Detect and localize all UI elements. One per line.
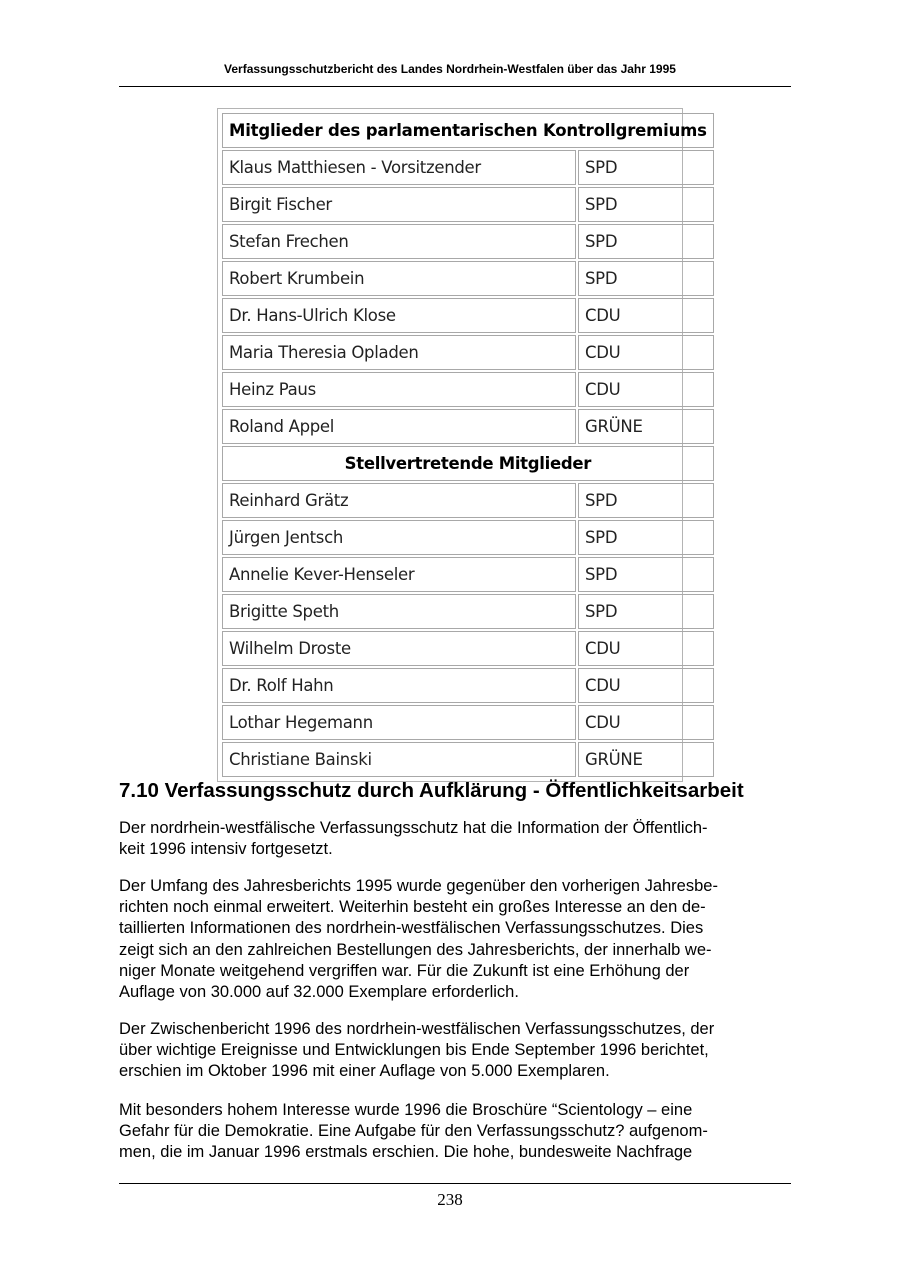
member-name: Heinz Paus bbox=[222, 372, 576, 407]
member-row bbox=[222, 187, 714, 222]
deputies-heading: Stellvertretende Mitglieder bbox=[222, 446, 714, 481]
member-row bbox=[222, 298, 714, 333]
deputy-party: SPD bbox=[578, 557, 714, 592]
header-rule bbox=[119, 86, 791, 87]
deputy-row bbox=[222, 594, 714, 629]
deputy-row bbox=[222, 705, 714, 740]
deputy-row bbox=[222, 520, 714, 555]
members-table bbox=[217, 108, 707, 782]
deputy-row bbox=[222, 483, 714, 518]
member-row bbox=[222, 335, 714, 370]
members-table-grid bbox=[220, 111, 716, 779]
deputy-row bbox=[222, 668, 714, 703]
deputy-row bbox=[222, 742, 714, 777]
deputy-party: CDU bbox=[578, 668, 714, 703]
member-party: SPD bbox=[578, 261, 714, 296]
table-title-row bbox=[222, 113, 714, 148]
deputy-party: SPD bbox=[578, 594, 714, 629]
member-row bbox=[222, 409, 714, 444]
member-name: Dr. Hans-Ulrich Klose bbox=[222, 298, 576, 333]
member-name: Roland Appel bbox=[222, 409, 576, 444]
member-party: CDU bbox=[578, 335, 714, 370]
paragraph-2: Der Umfang des Jahresberichts 1995 wurde gegenüber den vorherigen Jahresbe- richten noch einmal erweitert. Weiterhin besteht ein großes Interesse an den de- taillierten Informationen des nordrhein-westfälischen Verfassungsschutzes. Dies zeigt sich an den zahlreichen Bestellungen des Jahresberichts, der innerhalb we- niger Monate weitgehend vergriffen war. Für die Zukunft ist eine Erhöhung der Auflage von 30.000 auf 32.000 Exemplare erforderlich. bbox=[119, 877, 718, 1002]
member-party: CDU bbox=[578, 298, 714, 333]
running-header: Verfassungsschutzbericht des Landes Nordrhein-Westfalen über das Jahr 1995 bbox=[224, 62, 676, 76]
deputy-name: Reinhard Grätz bbox=[222, 483, 576, 518]
members-table-body bbox=[222, 113, 714, 777]
deputy-party: SPD bbox=[578, 483, 714, 518]
member-row bbox=[222, 150, 714, 185]
deputy-name: Jürgen Jentsch bbox=[222, 520, 576, 555]
deputies-heading-row bbox=[222, 446, 714, 481]
deputy-name: Wilhelm Droste bbox=[222, 631, 576, 666]
page-number: 238 bbox=[437, 1190, 463, 1209]
member-party: SPD bbox=[578, 187, 714, 222]
member-row bbox=[222, 372, 714, 407]
deputy-name: Christiane Bainski bbox=[222, 742, 576, 777]
member-party: CDU bbox=[578, 372, 714, 407]
section-heading: 7.10 Verfassungsschutz durch Aufklärung - Öffentlichkeitsarbeit bbox=[119, 779, 744, 802]
member-row bbox=[222, 261, 714, 296]
member-name: Maria Theresia Opladen bbox=[222, 335, 576, 370]
member-party: GRÜNE bbox=[578, 409, 714, 444]
deputy-name: Lothar Hegemann bbox=[222, 705, 576, 740]
deputy-name: Dr. Rolf Hahn bbox=[222, 668, 576, 703]
paragraph-4: Mit besonders hohem Interesse wurde 1996 die Broschüre “Scientology – eine Gefahr für die Demokratie. Eine Aufgabe für den Verfassungsschutz? aufgenom- men, die im Januar 1996 erstmals erschien. Die hohe, bundesweite Nachfrage bbox=[119, 1101, 708, 1162]
paragraph-3: Der Zwischenbericht 1996 des nordrhein-westfälischen Verfassungsschutzes, der über wichtige Ereignisse und Entwicklungen bis Ende September 1996 berichtet, erschien im Oktober 1996 mit einer Auflage von 5.000 Exemplaren. bbox=[119, 1020, 715, 1081]
table-title: Mitglieder des parlamentarischen Kontrollgremiums bbox=[222, 113, 714, 148]
deputy-row bbox=[222, 557, 714, 592]
paragraph-1: Der nordrhein-westfälische Verfassungsschutz hat die Information der Öffentlich- keit 1996 intensiv fortgesetzt. bbox=[119, 819, 708, 859]
deputy-row bbox=[222, 631, 714, 666]
footer-rule bbox=[119, 1183, 791, 1184]
deputy-party: CDU bbox=[578, 705, 714, 740]
member-name: Robert Krumbein bbox=[222, 261, 576, 296]
member-party: SPD bbox=[578, 224, 714, 259]
member-row bbox=[222, 224, 714, 259]
member-name: Stefan Frechen bbox=[222, 224, 576, 259]
member-name: Birgit Fischer bbox=[222, 187, 576, 222]
deputy-party: SPD bbox=[578, 520, 714, 555]
deputy-party: GRÜNE bbox=[578, 742, 714, 777]
deputy-party: CDU bbox=[578, 631, 714, 666]
deputy-name: Brigitte Speth bbox=[222, 594, 576, 629]
member-party: SPD bbox=[578, 150, 714, 185]
deputy-name: Annelie Kever-Henseler bbox=[222, 557, 576, 592]
member-name: Klaus Matthiesen - Vorsitzender bbox=[222, 150, 576, 185]
